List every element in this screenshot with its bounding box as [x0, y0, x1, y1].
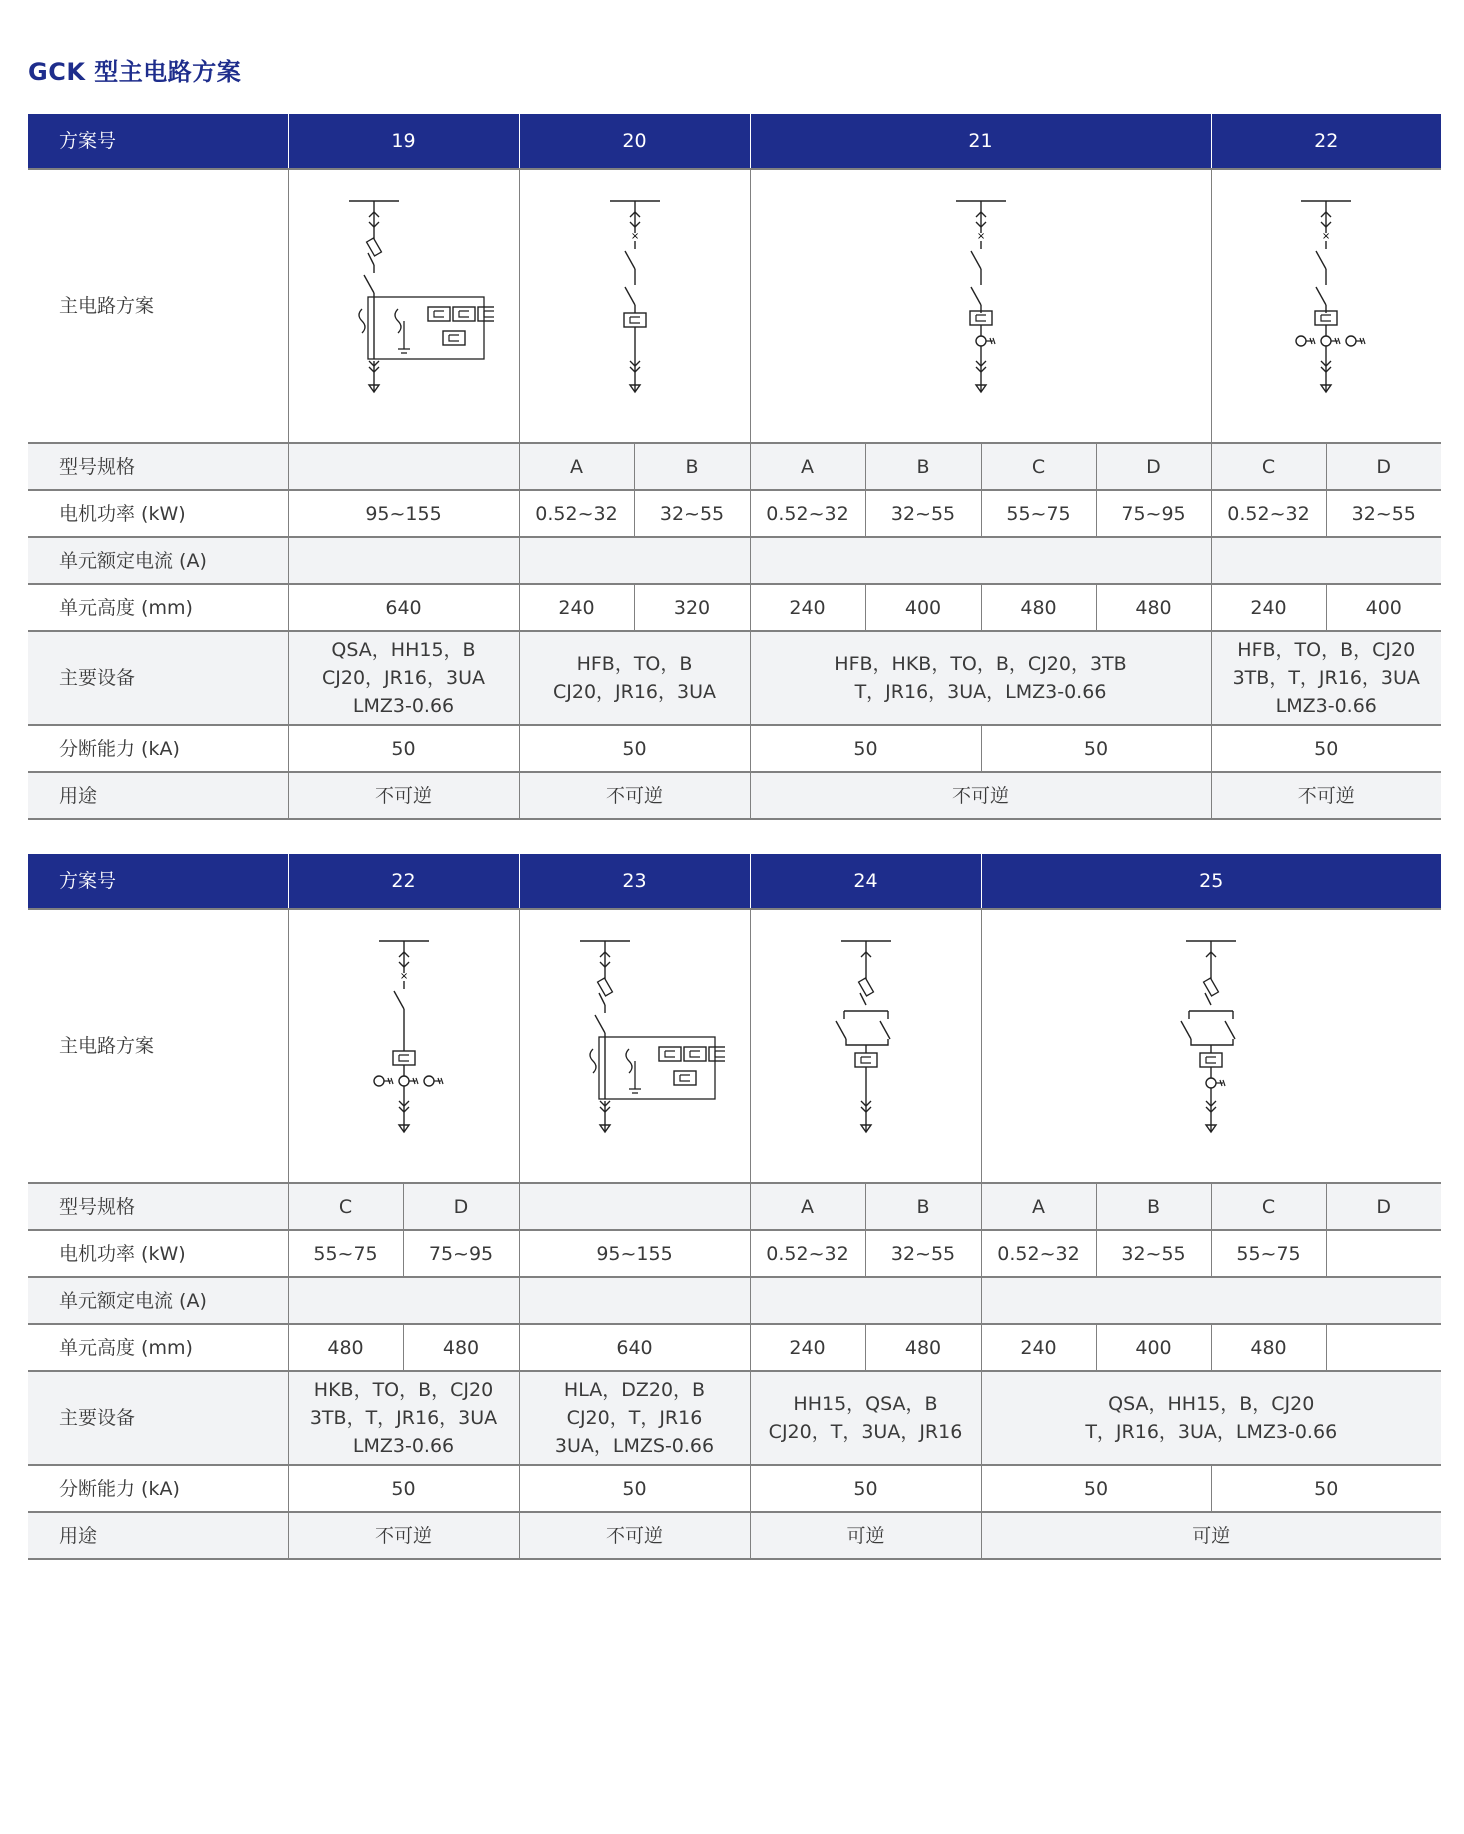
cell: B [865, 443, 981, 490]
cell: 480 [403, 1324, 519, 1371]
cell: 不可逆 [519, 1512, 750, 1559]
page-title: GCK 型主电路方案 [28, 58, 242, 86]
main-equipment-label: 主要设备 [28, 1371, 288, 1465]
cell: 240 [750, 1324, 865, 1371]
svg-text:×: × [1322, 231, 1331, 242]
cell: 55~75 [1211, 1230, 1326, 1277]
usage-row [28, 772, 1441, 819]
cell: 不可逆 [1211, 772, 1441, 819]
circuit-diagram-icon [931, 191, 1031, 421]
cell: 50 [1211, 1465, 1441, 1512]
breaking-capacity-label: 分断能力 (kA) [28, 725, 288, 772]
model-row [28, 1183, 1441, 1230]
cell: 0.52~32 [750, 490, 865, 537]
cell: 240 [981, 1324, 1096, 1371]
scheme-number: 25 [981, 854, 1441, 909]
cell: 不可逆 [288, 1512, 519, 1559]
usage-label: 用途 [28, 772, 288, 819]
rated-current-label: 单元额定电流 (A) [28, 1277, 288, 1324]
cell: 75~95 [1096, 490, 1211, 537]
cell: 480 [865, 1324, 981, 1371]
circuit-diagram-23 [519, 909, 750, 1183]
cell: A [519, 443, 634, 490]
cell [1326, 1230, 1441, 1277]
motor-power-label: 电机功率 (kW) [28, 1230, 288, 1277]
cell: B [865, 1183, 981, 1230]
cell: 480 [981, 584, 1096, 631]
cell: 55~75 [981, 490, 1096, 537]
scheme-number: 22 [288, 854, 519, 909]
scheme-number: 19 [288, 114, 519, 169]
breaking-capacity-row [28, 1465, 1441, 1512]
cell: D [1096, 443, 1211, 490]
breaking-capacity-label: 分断能力 (kA) [28, 1465, 288, 1512]
diagram-row [28, 909, 1441, 1183]
cell: 95~155 [519, 1230, 750, 1277]
circuit-diagram-icon [545, 931, 725, 1161]
scheme-number: 24 [750, 854, 981, 909]
cell [519, 1183, 750, 1230]
cell: HLA，DZ20，B CJ20，T，JR16 3UA，LMZS-0.66 [519, 1371, 750, 1465]
circuit-diagram-21 [750, 169, 1211, 443]
main-equipment-label: 主要设备 [28, 631, 288, 725]
cell: 可逆 [750, 1512, 981, 1559]
cell: 480 [1096, 584, 1211, 631]
cell: 0.52~32 [1211, 490, 1326, 537]
rated-current-row [28, 537, 1441, 584]
cell: 50 [981, 1465, 1211, 1512]
cell: 32~55 [1096, 1230, 1211, 1277]
cell [981, 1277, 1441, 1324]
cell: A [750, 1183, 865, 1230]
motor-power-row [28, 490, 1441, 537]
cell: 640 [288, 584, 519, 631]
cell: 55~75 [288, 1230, 403, 1277]
cell: 32~55 [634, 490, 750, 537]
circuit-diagram-icon [806, 931, 926, 1161]
cell: C [981, 443, 1096, 490]
svg-text:×: × [399, 971, 408, 982]
model-row [28, 443, 1441, 490]
main-equipment-row [28, 631, 1441, 725]
circuit-diagram-22 [1211, 169, 1441, 443]
scheme-number: 20 [519, 114, 750, 169]
cell: 32~55 [865, 490, 981, 537]
cell: 不可逆 [288, 772, 519, 819]
cell: 50 [750, 1465, 981, 1512]
unit-height-row [28, 584, 1441, 631]
cell: 不可逆 [750, 772, 1211, 819]
main-circuit-label: 主电路方案 [28, 169, 288, 443]
cell: QSA，HH15，B CJ20，JR16，3UA LMZ3-0.66 [288, 631, 519, 725]
cell: 320 [634, 584, 750, 631]
scheme-table-2 [28, 854, 1441, 1560]
circuit-diagram-22 [288, 909, 519, 1183]
cell: 640 [519, 1324, 750, 1371]
circuit-diagram-icon [1151, 931, 1271, 1161]
cell: 32~55 [865, 1230, 981, 1277]
cell: HH15，QSA，B CJ20，T，3UA，JR16 [750, 1371, 981, 1465]
cell: HFB，TO，B CJ20，JR16，3UA [519, 631, 750, 725]
cell: D [403, 1183, 519, 1230]
scheme-number: 22 [1211, 114, 1441, 169]
cell: 480 [1211, 1324, 1326, 1371]
circuit-diagram-20 [519, 169, 750, 443]
cell: 0.52~32 [519, 490, 634, 537]
cell: HKB，TO，B，CJ20 3TB，T，JR16，3UA LMZ3-0.66 [288, 1371, 519, 1465]
scheme-no-label: 方案号 [28, 114, 288, 169]
cell [288, 443, 519, 490]
circuit-diagram-icon [585, 191, 685, 421]
cell: HFB，HKB，TO，B，CJ20，3TB T，JR16，3UA，LMZ3-0.66 [750, 631, 1211, 725]
cell: 0.52~32 [750, 1230, 865, 1277]
cell: C [288, 1183, 403, 1230]
rated-current-row [28, 1277, 1441, 1324]
cell: 400 [1326, 584, 1441, 631]
diagram-row [28, 169, 1441, 443]
model-label: 型号规格 [28, 1183, 288, 1230]
scheme-number: 23 [519, 854, 750, 909]
cell: 400 [1096, 1324, 1211, 1371]
cell: 50 [519, 725, 750, 772]
cell: 480 [288, 1324, 403, 1371]
cell: 50 [519, 1465, 750, 1512]
unit-height-label: 单元高度 (mm) [28, 584, 288, 631]
cell [1326, 1324, 1441, 1371]
cell: 50 [750, 725, 981, 772]
cell [1211, 537, 1441, 584]
cell: 240 [1211, 584, 1326, 631]
usage-label: 用途 [28, 1512, 288, 1559]
header-row [28, 854, 1441, 909]
circuit-diagram-icon [1266, 191, 1386, 421]
main-equipment-row [28, 1371, 1441, 1465]
cell: 75~95 [403, 1230, 519, 1277]
svg-text:×: × [630, 231, 639, 242]
cell [519, 537, 750, 584]
cell: D [1326, 443, 1441, 490]
cell: B [1096, 1183, 1211, 1230]
circuit-diagram-24 [750, 909, 981, 1183]
cell: 0.52~32 [981, 1230, 1096, 1277]
cell [288, 1277, 519, 1324]
cell: 50 [288, 1465, 519, 1512]
cell [519, 1277, 750, 1324]
scheme-table-1 [28, 114, 1441, 820]
cell: B [634, 443, 750, 490]
cell: 240 [750, 584, 865, 631]
cell: 400 [865, 584, 981, 631]
cell: 240 [519, 584, 634, 631]
scheme-no-label: 方案号 [28, 854, 288, 909]
cell [288, 537, 519, 584]
cell: QSA，HH15，B，CJ20 T，JR16，3UA，LMZ3-0.66 [981, 1371, 1441, 1465]
breaking-capacity-row [28, 725, 1441, 772]
cell: A [981, 1183, 1096, 1230]
cell: C [1211, 443, 1326, 490]
circuit-diagram-icon [344, 931, 464, 1161]
cell: D [1326, 1183, 1441, 1230]
motor-power-label: 电机功率 (kW) [28, 490, 288, 537]
main-circuit-label: 主电路方案 [28, 909, 288, 1183]
unit-height-label: 单元高度 (mm) [28, 1324, 288, 1371]
motor-power-row [28, 1230, 1441, 1277]
scheme-number: 21 [750, 114, 1211, 169]
cell: 32~55 [1326, 490, 1441, 537]
cell [750, 1277, 981, 1324]
cell: 50 [288, 725, 519, 772]
model-label: 型号规格 [28, 443, 288, 490]
cell: 50 [1211, 725, 1441, 772]
cell: HFB，TO，B，CJ20 3TB，T，JR16，3UA LMZ3-0.66 [1211, 631, 1441, 725]
header-row [28, 114, 1441, 169]
circuit-diagram-icon [314, 191, 494, 421]
cell: 50 [981, 725, 1211, 772]
cell: 不可逆 [519, 772, 750, 819]
cell: 可逆 [981, 1512, 1441, 1559]
cell: A [750, 443, 865, 490]
rated-current-label: 单元额定电流 (A) [28, 537, 288, 584]
unit-height-row [28, 1324, 1441, 1371]
svg-text:×: × [976, 231, 985, 242]
circuit-diagram-25 [981, 909, 1441, 1183]
cell [750, 537, 1211, 584]
cell: 95~155 [288, 490, 519, 537]
cell: C [1211, 1183, 1326, 1230]
circuit-diagram-19 [288, 169, 519, 443]
usage-row [28, 1512, 1441, 1559]
